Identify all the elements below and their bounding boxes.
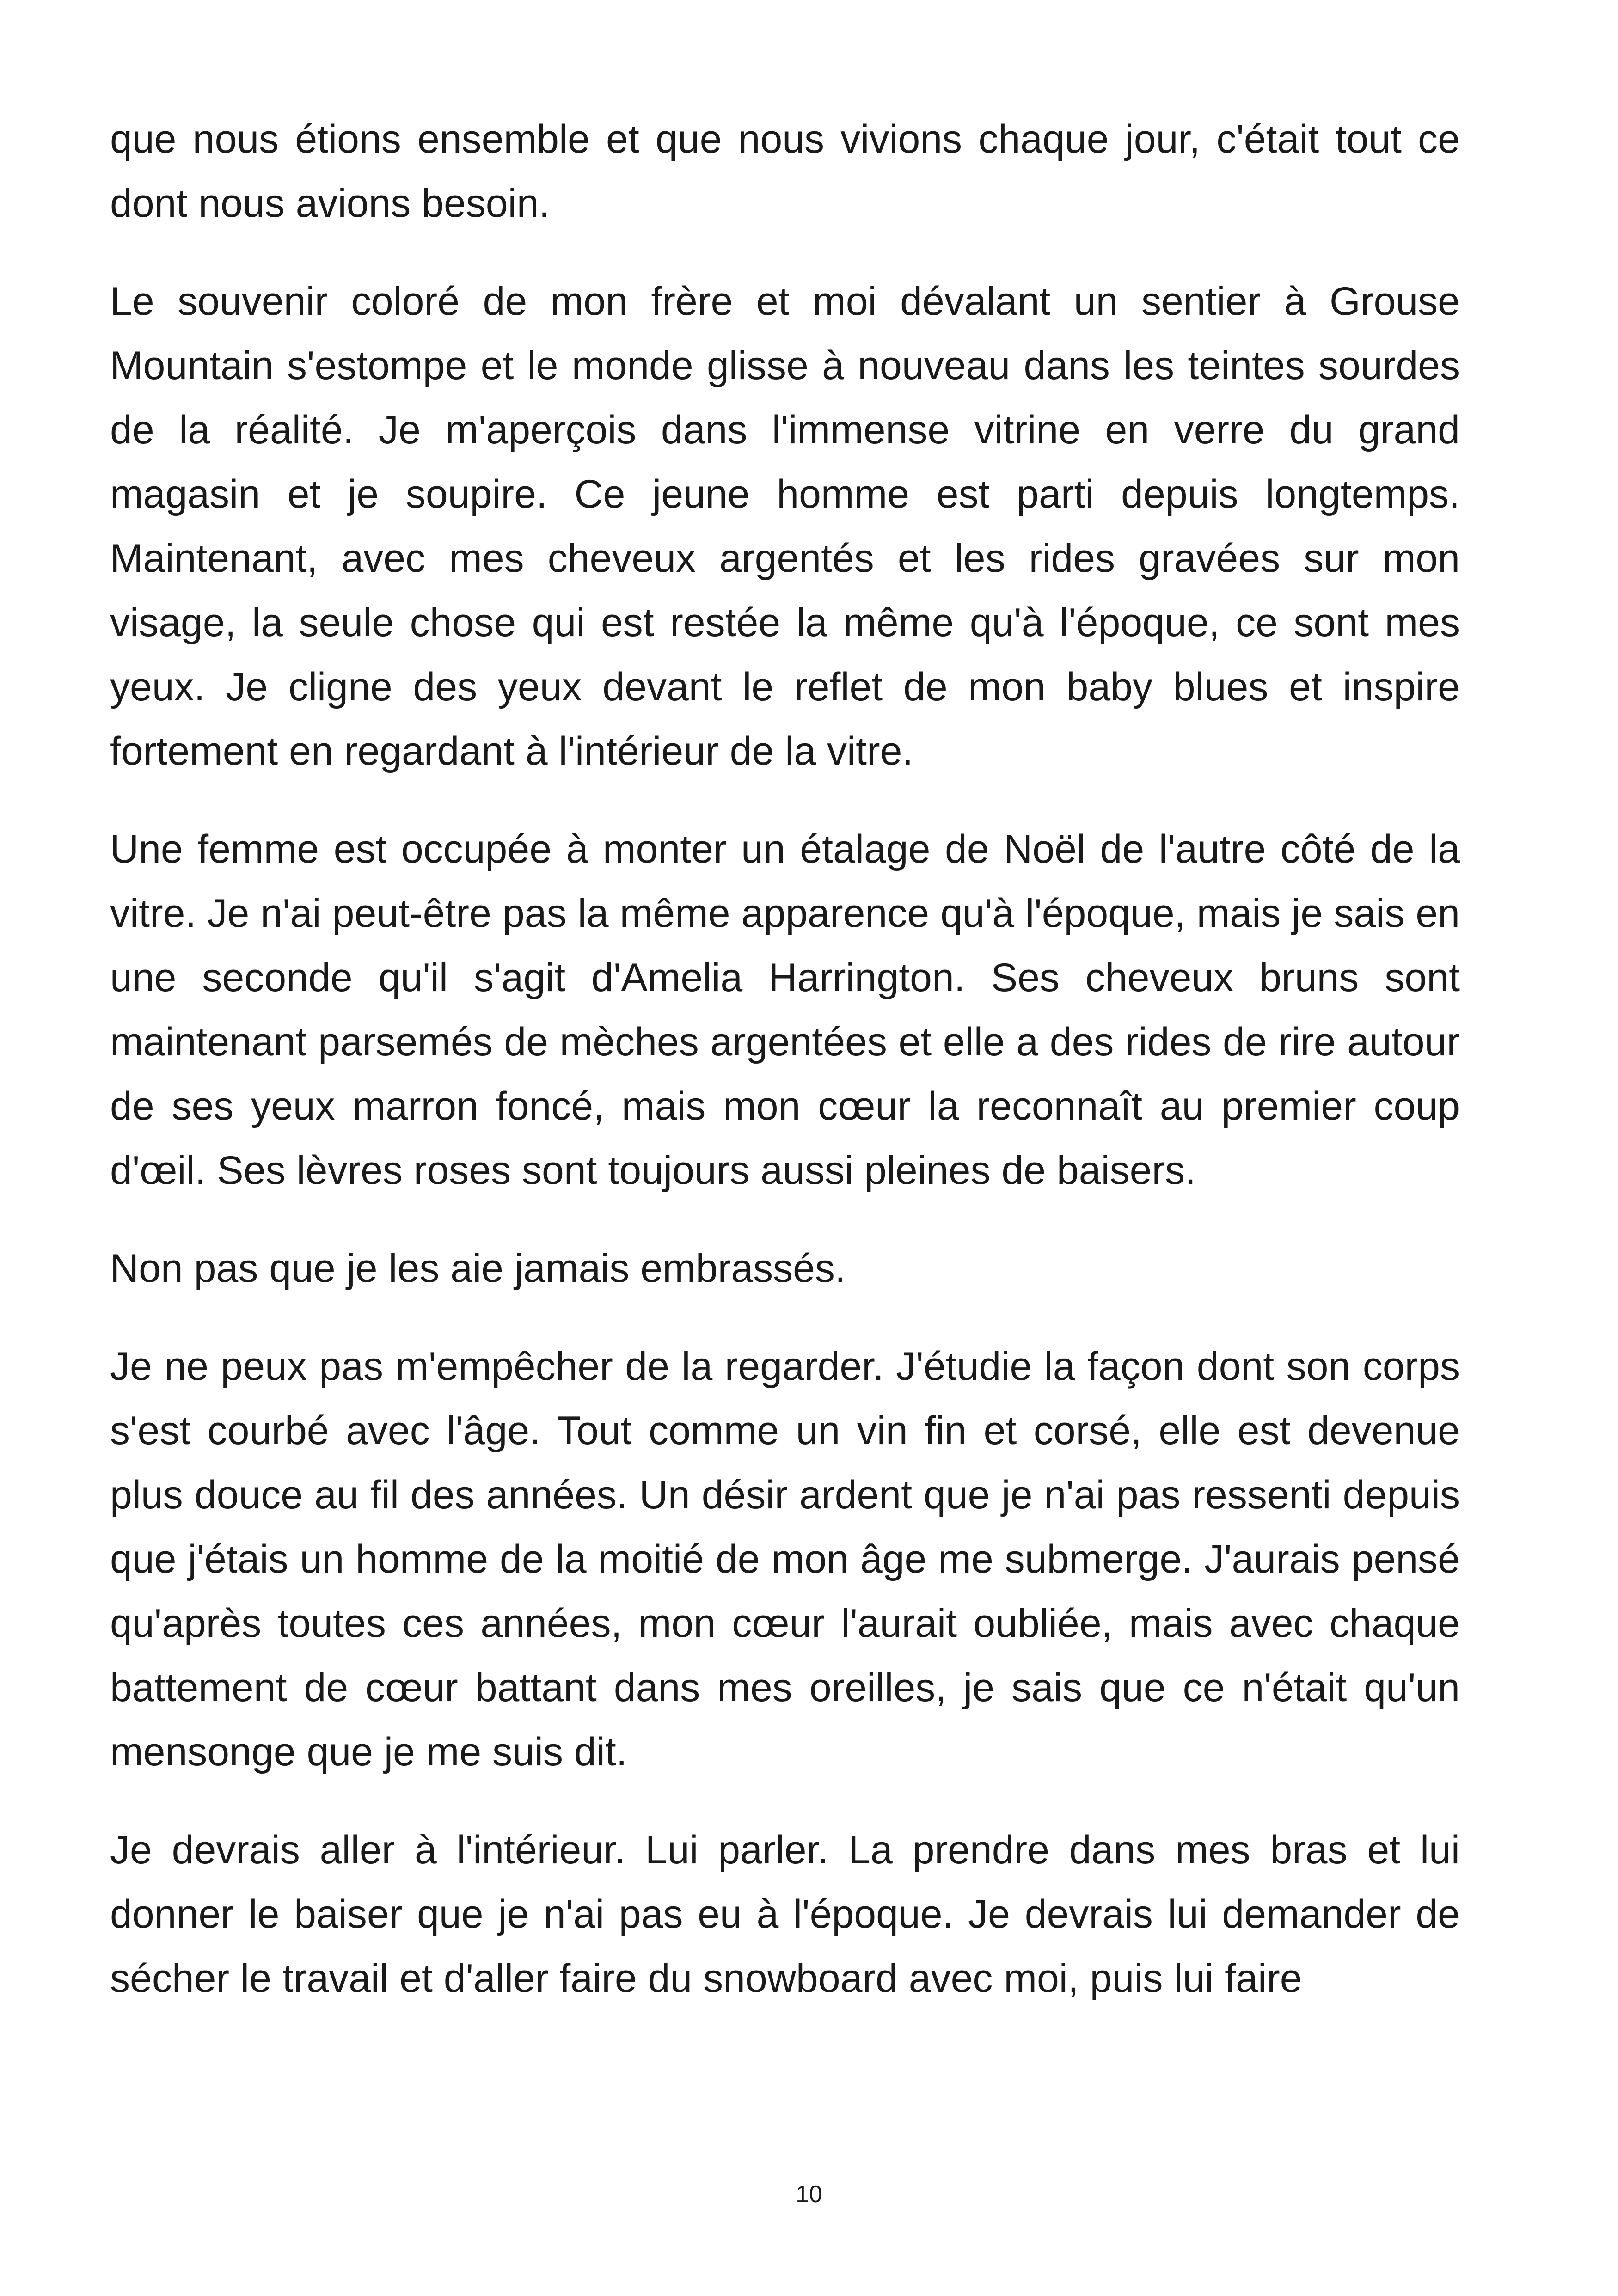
paragraph: Je ne peux pas m'empêcher de la regarder. J'étudie la façon dont son corps s'est courbé avec l'âge. Tout comme un vin fin et corsé, elle est devenue plus douce au fil des années. Un désir ardent que je n'ai pas ressenti depuis que j'étais un homme de la moitié de mon âge me submerge. J'aurais pensé qu'après toutes ces années, mon cœur l'aurait oubliée, mais avec chaque battement de cœur battant dans mes oreilles, je sais que ce n'était qu'un mensonge que je me suis dit. <box>110 1344 1460 1774</box>
paragraph: Je devrais aller à l'intérieur. Lui parler. La prendre dans mes bras et lui donner le baiser que je n'ai pas eu à l'époque. Je devrais lui demander de sécher le travail et d'aller faire du snowboard avec moi, puis lui faire <box>110 1828 1460 2001</box>
paragraph: Non pas que je les aie jamais embrassés. <box>110 1246 846 1291</box>
paragraph: Une femme est occupée à monter un étalage de Noël de l'autre côté de la vitre. Je n'ai peut-être pas la même apparence qu'à l'époque, mais je sais en une seconde qu'il s'agit d'Amelia Harrington. Ses cheveux bruns sont maintenant parsemés de mèches argentées et elle a des rides de rire autour de ses yeux marron foncé, mais mon cœur la reconnaît au premier coup d'œil. Ses lèvres roses sont toujours aussi pleines de baisers. <box>110 827 1460 1193</box>
page-number: 10 <box>796 2181 822 2208</box>
paragraph: Le souvenir coloré de mon frère et moi dévalant un sentier à Grouse Mountain s'estompe et le monde glisse à nouveau dans les teintes sourdes de la réalité. Je m'aperçois dans l'immense vitrine en verre du grand magasin et je soupire. Ce jeune homme est parti depuis longtemps. Maintenant, avec mes cheveux argentés et les rides gravées sur mon visage, la seule chose qui est restée la même qu'à l'époque, ce sont mes yeux. Je cligne des yeux devant le reflet de mon baby blues et inspire fortement en regardant à l'intérieur de la vitre. <box>110 279 1460 773</box>
paragraph: que nous étions ensemble et que nous vivions chaque jour, c'était tout ce dont nous avions besoin. <box>110 117 1460 226</box>
body-text <box>110 107 1460 2045</box>
